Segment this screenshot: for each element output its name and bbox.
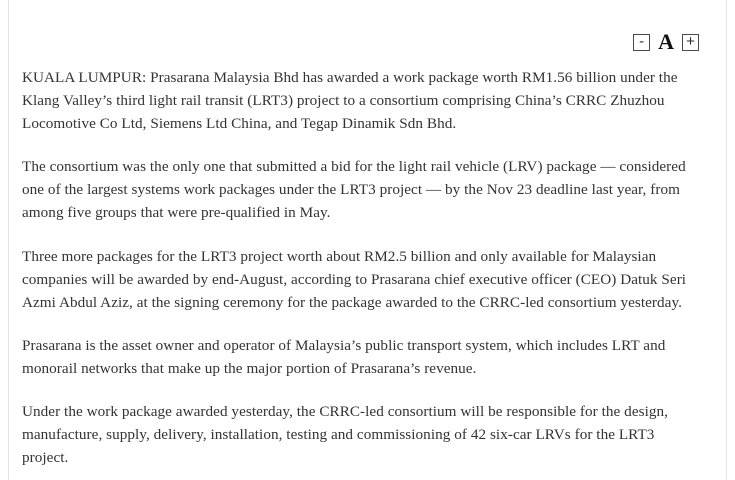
article-paragraph: The consortium was the only one that submitted a bid for the light rail vehicle (LRV) package — considered one of the largest systems work packages under the LRT3 project — by the Nov 23 deadline last year, from among five groups that were pre-qualified in May.	[22, 158, 686, 222]
increase-font-size-button[interactable]	[682, 34, 699, 51]
font-size-controls	[633, 30, 699, 54]
decrease-font-size-button[interactable]	[633, 34, 650, 51]
article-body	[22, 66, 694, 469]
article-paragraph: Prasarana is the asset owner and operator of Malaysia’s public transport system, which includes LRT and monorail networks that make up the major portion of Prasarana’s revenue.	[22, 336, 666, 377]
article-paragraph: KUALA LUMPUR: Prasarana Malaysia Bhd has awarded a work package worth RM1.56 billion under the Klang Valley’s third light rail transit (LRT3) project to a consortium comprising China’s CRRC Zhuzhou Locomotive Co Ltd, Siemens Ltd China, and Tegap Dinamik Sdn Bhd.	[22, 69, 678, 133]
page-left-border	[0, 0, 9, 480]
article-paragraph: Under the work package awarded yesterday, the CRRC-led consortium will be responsible for the design, manufacture, supply, delivery, installation, testing and commissioning of 42 six-car LRVs for the LRT3 project.	[22, 403, 668, 467]
page-right-border	[726, 0, 735, 480]
plus-icon: +	[686, 32, 695, 50]
article-paragraph: Three more packages for the LRT3 project worth about RM2.5 billion and only available for Malaysian companies will be awarded by end-August, according to Prasarana chief executive officer (CEO) Datuk Seri Azmi Abdul Aziz, at the signing ceremony for the package awarded to the CRRC-led consortium yesterday.	[22, 247, 687, 311]
font-size-letter-icon: A	[658, 29, 674, 54]
minus-icon: -	[639, 32, 645, 50]
